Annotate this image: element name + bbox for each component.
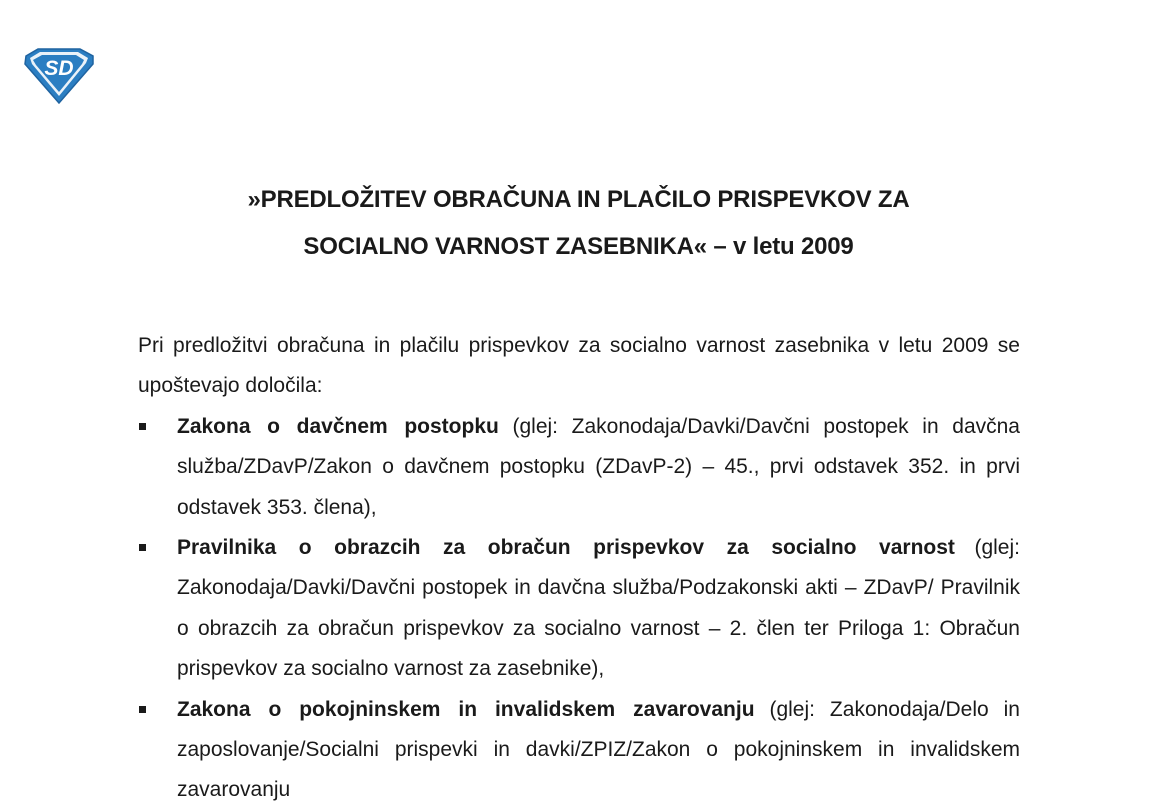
sd-logo bbox=[22, 48, 96, 104]
law-reference: (glej: Zakonodaja/Davki/Davčni postopek in davčna služba/Podzakonski akti – ZDavP/ Pravilnik o obrazcih za obračun prispevkov za socialno varnost – 2. člen ter Priloga 1: Obračun prispevkov za socialno varnost za zasebnike), bbox=[177, 536, 1020, 681]
square-bullet-icon bbox=[139, 706, 146, 713]
law-name: Zakona o davčnem postopku bbox=[177, 414, 499, 438]
square-bullet-icon bbox=[139, 423, 146, 430]
document-title-line-2: SOCIALNO VARNOST ZASEBNIKA« – v letu 2009 bbox=[303, 233, 854, 260]
list-item bbox=[138, 407, 1020, 528]
logo-shield-icon bbox=[22, 48, 96, 104]
law-name: Zakona o pokojninskem in invalidskem zavarovanju bbox=[177, 697, 755, 721]
law-reference: (glej: Zakonodaja/Davki/Davčni postopek in davčna služba/ZDavP/Zakon o davčnem postopku (ZDavP-2) – 45., prvi odstavek 352. in prvi odstavek 353. člena), bbox=[177, 414, 1020, 519]
list-item bbox=[138, 690, 1020, 811]
document-title-line-1: »PREDLOŽITEV OBRAČUNA IN PLAČILO PRISPEVKOV ZA bbox=[247, 186, 910, 213]
law-name: Pravilnika o obrazcih za obračun prispevkov za socialno varnost bbox=[177, 536, 955, 560]
intro-paragraph: Pri predložitvi obračuna in plačilu prispevkov za socialno varnost zasebnika v letu 2009 se upoštevajo določila: bbox=[138, 334, 1020, 398]
provisions-list bbox=[138, 407, 1020, 811]
document-body bbox=[138, 326, 1020, 811]
list-item bbox=[138, 528, 1020, 690]
logo-letters: SD bbox=[44, 57, 74, 80]
square-bullet-icon bbox=[139, 544, 146, 551]
law-reference: (glej: Zakonodaja/Delo in zaposlovanje/Socialni prispevki in davki/ZPIZ/Zakon o pokojninskem in invalidskem zavarovanju bbox=[177, 697, 1020, 802]
